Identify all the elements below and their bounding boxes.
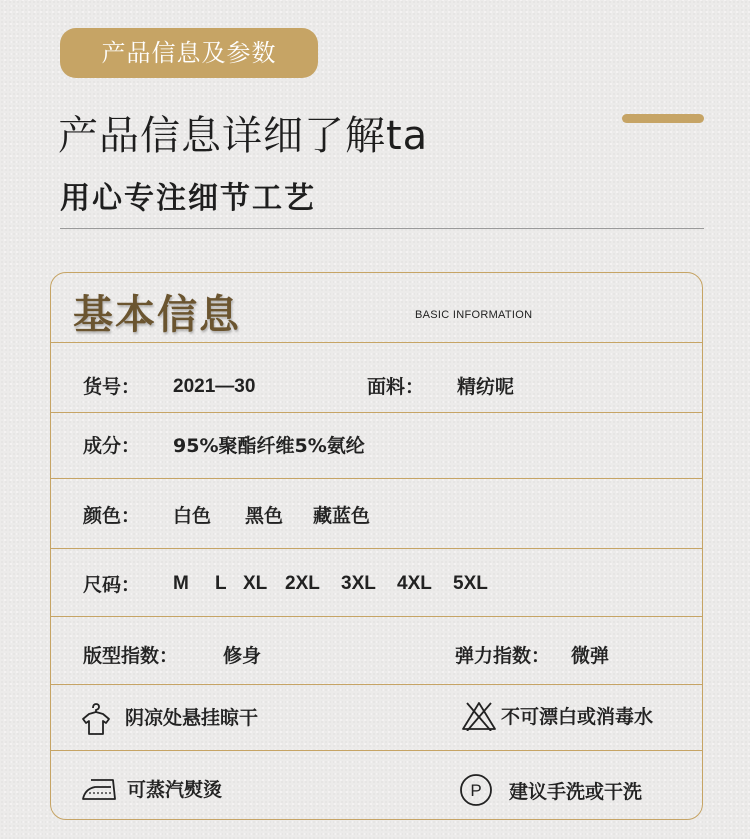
- size-option: M: [173, 573, 189, 594]
- fabric-label: 面料：: [367, 376, 425, 398]
- hanger-shirt-icon: [81, 703, 111, 739]
- divider: [60, 228, 704, 229]
- item-no-label: 货号：: [83, 376, 141, 398]
- stretch-value: 微弹: [571, 645, 610, 667]
- care-label: 建议手洗或干洗: [509, 781, 643, 803]
- stretch-label: 弹力指数：: [455, 645, 551, 667]
- decorative-gold-bar: [622, 114, 704, 123]
- care-label: 可蒸汽熨烫: [127, 779, 223, 801]
- care-row-1: [51, 685, 702, 751]
- dry-clean-symbol: P: [470, 781, 482, 800]
- size-option: XL: [243, 573, 268, 594]
- card-header-row: [51, 273, 702, 343]
- fabric-value: 精纺呢: [457, 376, 515, 398]
- size-option: 3XL: [341, 573, 376, 594]
- composition-value: 95%聚酯纤维5%氨纶: [173, 435, 365, 457]
- page-subtitle: 用心专注细节工艺: [60, 181, 316, 216]
- size-option: 2XL: [285, 573, 320, 594]
- section-badge: 产品信息及参数: [60, 28, 318, 78]
- fit-value: 修身: [223, 645, 262, 667]
- info-row-item-fabric: [51, 343, 702, 413]
- no-bleach-icon: [461, 701, 497, 735]
- size-label: 尺码：: [83, 574, 141, 596]
- page-title: 产品信息详细了解ta: [58, 113, 429, 159]
- care-row-2: [51, 751, 702, 819]
- color-option: 白色: [173, 505, 212, 527]
- color-label: 颜色：: [83, 505, 141, 527]
- card-heading: 基本信息: [73, 291, 241, 338]
- info-row-fit-stretch: [51, 617, 702, 685]
- size-option: 5XL: [453, 573, 488, 594]
- info-row-color: [51, 479, 702, 549]
- color-option: 黑色: [245, 505, 284, 527]
- info-row-size: [51, 549, 702, 617]
- basic-info-card: [50, 272, 703, 820]
- item-no-value: 2021—30: [173, 376, 256, 397]
- dry-clean-p-icon: [459, 773, 493, 811]
- color-option: 藏蓝色: [313, 505, 371, 527]
- info-row-composition: [51, 413, 702, 479]
- care-label: 阴凉处悬挂晾干: [125, 707, 259, 729]
- size-option: L: [215, 573, 227, 594]
- iron-icon: [81, 777, 119, 805]
- card-heading-en: BASIC INFORMATION: [415, 309, 533, 321]
- fit-label: 版型指数：: [83, 645, 179, 667]
- care-label: 不可漂白或消毒水: [501, 706, 654, 728]
- composition-label: 成分：: [83, 435, 141, 457]
- size-option: 4XL: [397, 573, 432, 594]
